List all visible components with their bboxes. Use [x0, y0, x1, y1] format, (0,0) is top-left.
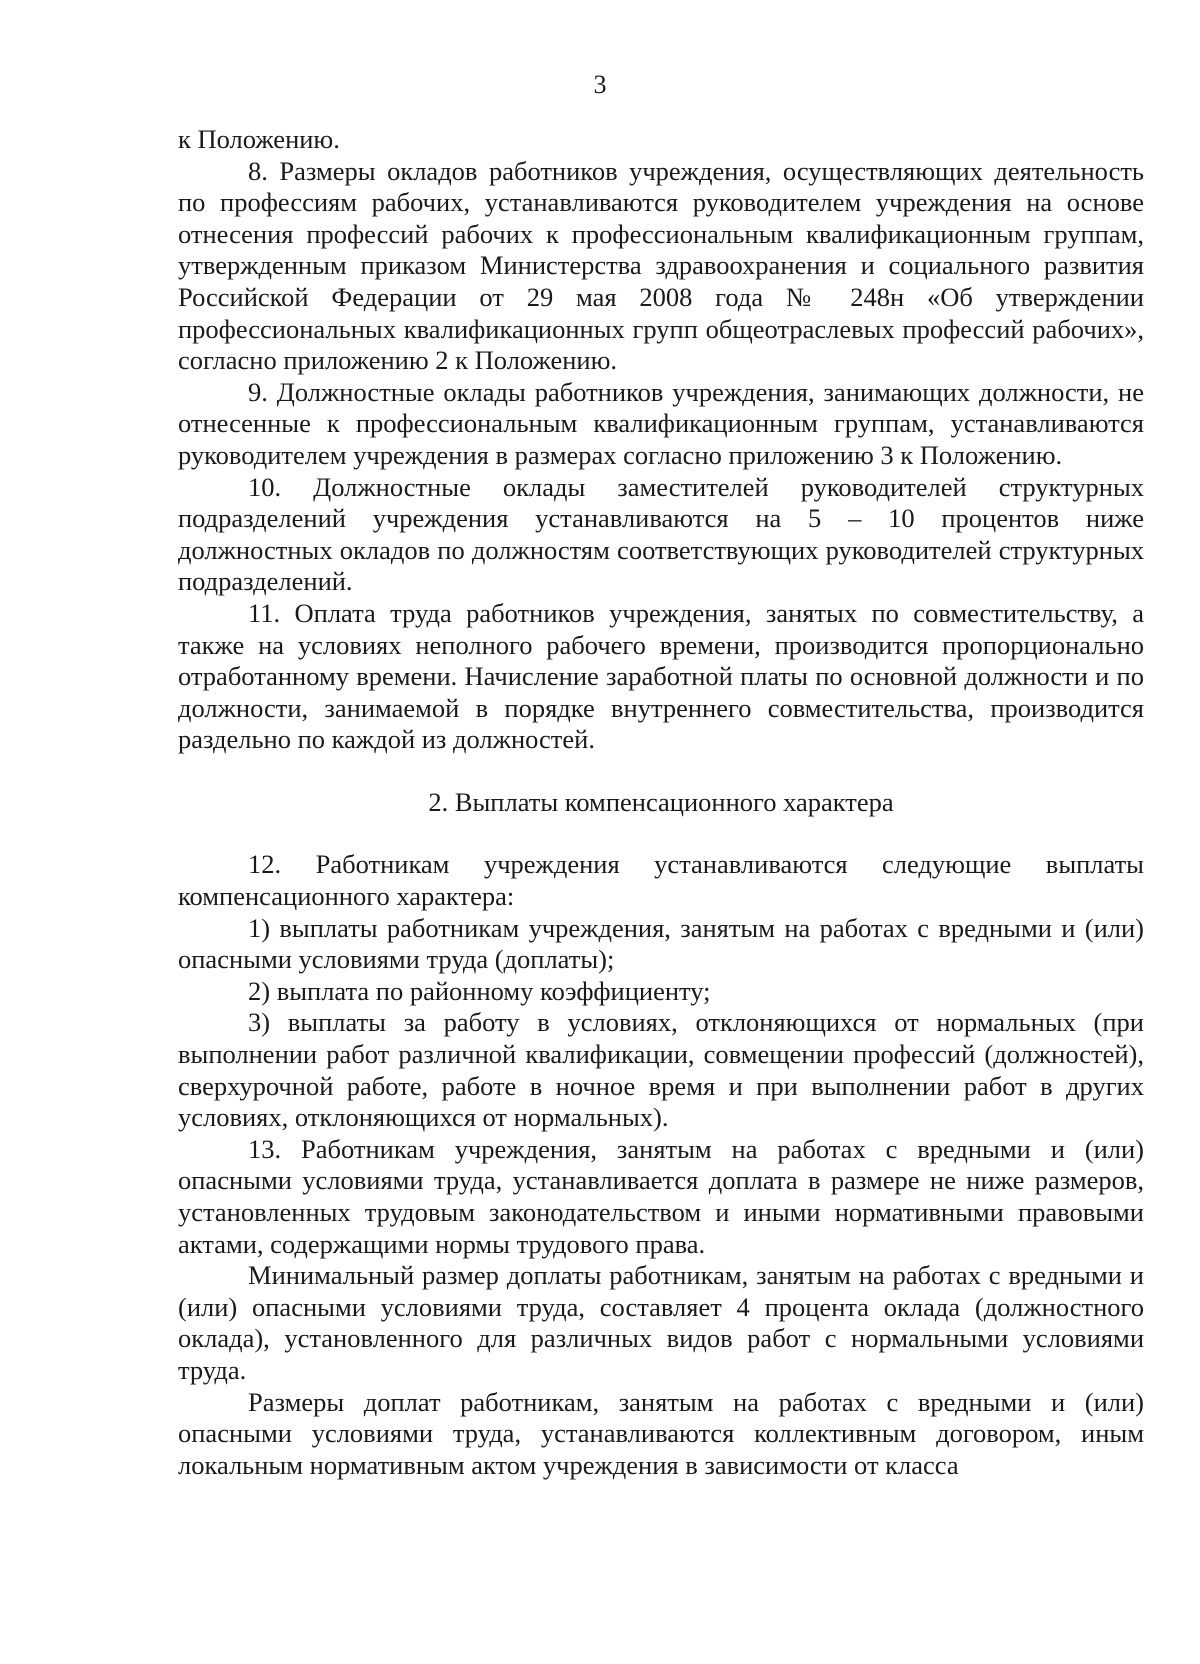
- paragraph-item-12: 12. Работникам учреждения устанавливаются следующие выплаты компенсационного характера:: [178, 849, 1144, 912]
- list-item-2: 2) выплата по районному коэффициенту;: [248, 975, 711, 1006]
- paragraph-rate-sizes: Размеры доплат работникам, занятым на работах с вредными и (или) опасными условиями труда, устанавливаются коллективным договором, иным локальным нормативным актом учреждения в зависимости от класса: [178, 1386, 1144, 1480]
- section-heading: 2. Выплаты компенсационного характера: [428, 786, 894, 817]
- paragraph-item-10: 10. Должностные оклады заместителей руководителей структурных подразделений учреждения устанавливаются на 5 – 10 процентов ниже должностных окладов по должностям соответствующих руководителей структурных подразделений.: [178, 471, 1144, 597]
- paragraph-item-8: 8. Размеры окладов работников учреждения, осуществляющих деятельность по профессиям рабочих, устанавливаются руководителем учреждения на основе отнесения профессий рабочих к профессиональным квалификационным группам, утвержденным приказом Министерства здравоохранения и социального развития Российской Федерации от 29 мая 2008 года № 248н «Об утверждении профессиональных квалификационных групп общеотраслевых профессий рабочих», согласно приложению 2 к Положению.: [178, 155, 1144, 376]
- list-item-3: 3) выплаты за работу в условиях, отклоняющихся от нормальных (при выполнении работ различной квалификации, совмещении профессий (должностей), сверхурочной работе, работе в ночное время и при выполнении работ в других условиях, отклоняющихся от нормальных).: [178, 1007, 1144, 1133]
- list-item-1: 1) выплаты работникам учреждения, занятым на работах с вредными и (или) опасными условиями труда (доплаты);: [178, 912, 1144, 975]
- paragraph-continuation: к Положению.: [178, 124, 340, 154]
- page-number: 3: [593, 70, 607, 99]
- paragraph-item-11: 11. Оплата труда работников учреждения, занятых по совместительству, а также на условиях неполного рабочего времени, производится пропорционально отработанному времени. Начисление заработной платы по основной должности и по должности, занимаемой в порядке внутреннего совместительства, производится раздельно по каждой из должностей.: [178, 597, 1144, 755]
- paragraph-minimum-rate: Минимальный размер доплаты работникам, занятым на работах с вредными и (или) опасными условиями труда, составляет 4 процента оклада (должностного оклада), установленного для различных видов работ с нормальными условиями труда.: [178, 1260, 1144, 1385]
- paragraph-item-9: 9. Должностные оклады работников учреждения, занимающих должности, не отнесенные к профессиональным квалификационным группам, устанавливаются руководителем учреждения в размерах согласно приложению 3 к Положению.: [178, 376, 1144, 470]
- document-body: [178, 124, 1144, 1481]
- paragraph-item-13: 13. Работникам учреждения, занятым на работах с вредными и (или) опасными условиями труда, устанавливается доплата в размере не ниже размеров, установленных трудовым законодательством и иными нормативными правовыми актами, содержащими нормы трудового права.: [178, 1133, 1144, 1259]
